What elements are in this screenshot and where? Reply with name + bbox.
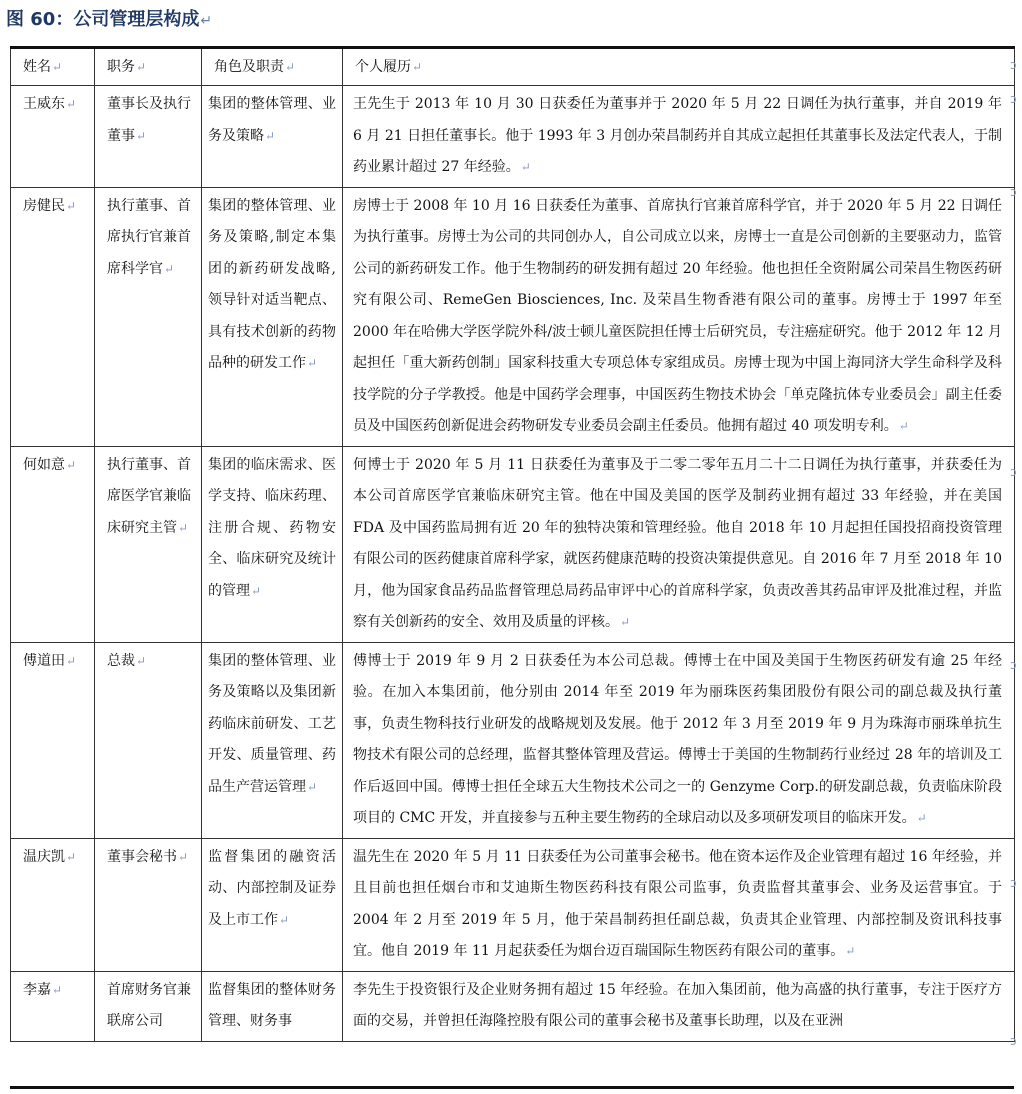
cell-position: 首席财务官兼联席公司 — [95, 971, 202, 1041]
header-position: 职务↵ — [95, 48, 202, 86]
cell-name: 李嘉↵ — [11, 971, 95, 1041]
paragraph-mark-icon: ↵ — [136, 653, 147, 668]
cell-role: 监督集团的融资活动、内部控制及证券及上市工作↵ — [202, 838, 343, 971]
paragraph-mark-icon: ↵ — [412, 60, 423, 74]
paragraph-mark-icon: ↵ — [66, 653, 77, 668]
paragraph-mark-icon: ↵ — [520, 160, 531, 174]
paragraph-mark-icon: ↵ — [52, 60, 63, 74]
paragraph-mark-icon: ↵ — [279, 912, 290, 927]
paragraph-mark-icon: ↵ — [178, 520, 189, 535]
paragraph-mark-icon: ↵ — [136, 128, 147, 143]
paragraph-mark-icon: ↵ — [66, 457, 77, 472]
cell-role: 集团的整体管理、业务及策略以及集团新药临床前研发、工艺开发、质量管理、药品生产营运管理↵ — [202, 642, 343, 838]
cell-position: 董事会秘书↵ — [95, 838, 202, 971]
cell-bio: 房博士于 2008 年 10 月 16 日获委任为董事、首席执行官兼首席科学官，并于 2020 年 5 月 22 日调任为执行董事。房博士为公司的共同创办人，自公司成立以来，房博士一直是公司创新的主要驱动力，监管公司的新药研发工作。他于生物制药的研发拥有超过 20 年经验。他也担任全资附属公司荣昌生物医药研究有限公司、RemeGen Biosciences, Inc. 及荣昌生物香港有限公司的董事。房博士于 1997 年至 2000 年在哈佛大学医学院外科/波士顿儿童医院担任博士后研究员，专注癌症研究。他于 2012 年 12 月起担任「重大新药创制」国家科技重大专项总体专家组成员。房博士现为中国上海同济大学生命科学及科技学院的分子学教授。他是中国药学会理事，中国医药生物技术协会「单克隆抗体专业委员会」副主任委员及中国医药创新促进会药物研发专业委员会副主任委员。他拥有超过 40 项发明专利。↵ — [343, 187, 1015, 446]
paragraph-mark-icon: ↵ — [845, 944, 856, 958]
paragraph-mark-icon: ↵ — [164, 261, 175, 276]
row-end-mark-icon: ↄ — [1010, 465, 1017, 479]
table-bottom-rule — [10, 1086, 1014, 1089]
paragraph-mark-icon: ↵ — [136, 60, 147, 74]
cell-bio: 李先生于投资银行及企业财务拥有超过 15 年经验。在加入集团前，他为高盛的执行董事，专注于医疗方面的交易，并曾担任海隆控股有限公司的董事会秘书及董事长助理，以及在亚洲 — [343, 971, 1015, 1041]
cell-position: 执行董事、首席医学官兼临床研究主管↵ — [95, 446, 202, 642]
paragraph-mark-icon: ↵ — [285, 60, 296, 74]
cell-name: 王威东↵ — [11, 86, 95, 188]
table-row — [11, 446, 1015, 642]
paragraph-mark-icon: ↵ — [620, 615, 631, 629]
row-end-mark-icon: ↄ — [1010, 92, 1017, 106]
cell-name: 傅道田↵ — [11, 642, 95, 838]
cell-position: 总裁↵ — [95, 642, 202, 838]
paragraph-mark-icon: ↵ — [307, 356, 318, 370]
table-header-row — [11, 48, 1015, 86]
table-row — [11, 187, 1015, 446]
cell-role: 集团的临床需求、医学支持、临床药理、注册合规、药物安全、临床研究及统计的管理↵ — [202, 446, 343, 642]
cell-bio: 傅博士于 2019 年 9 月 2 日获委任为本公司总裁。傅博士在中国及美国于生物医药研发有逾 25 年经验。在加入本集团前，他分别由 2014 年至 2019 年为丽珠医药集团股份有限公司的副总裁及执行董事，负责生物科技行业研发的战略规划及发展。他于 2012 年 3 月至 2019 年 9 月为珠海市丽珠单抗生物技术有限公司的总经理，监督其整体管理及营运。傅博士于美国的生物制药行业经过 28 年的培训及工作后返回中国。傅博士担任全球五大生物技术公司之一的 Genzyme Corp.的研发副总裁，负责临床阶段项目的 CMC 开发，并直接参与五种主要生物药的全球启动以及多项研发项目的临床开发。↵ — [343, 642, 1015, 838]
row-end-mark-icon: ↄ — [1010, 658, 1017, 672]
paragraph-mark-icon: ↵ — [178, 849, 189, 864]
cell-position: 执行董事、首席执行官兼首席科学官↵ — [95, 187, 202, 446]
row-end-mark-icon: ↄ — [1010, 58, 1017, 72]
management-table — [10, 46, 1015, 1042]
row-end-mark-icon: ↄ — [1010, 1034, 1017, 1048]
paragraph-mark-icon: ↵ — [265, 128, 276, 143]
paragraph-mark-icon: ↵ — [307, 779, 318, 794]
header-role: 角色及职责↵ — [202, 48, 343, 86]
paragraph-mark-icon: ↵ — [52, 982, 63, 997]
table-row — [11, 971, 1015, 1041]
paragraph-mark-icon: ↵ — [251, 583, 262, 598]
cell-role: 集团的整体管理、业务及策略,制定本集团的新药研发战略,领导针对适当靶点、具有技术创新的药物品种的研发工作↵ — [202, 187, 343, 446]
cell-position: 董事长及执行董事↵ — [95, 86, 202, 188]
cell-name: 何如意↵ — [11, 446, 95, 642]
paragraph-mark-icon: ↵ — [898, 419, 909, 433]
header-name: 姓名↵ — [11, 48, 95, 86]
cell-name: 温庆凯↵ — [11, 838, 95, 971]
row-end-mark-icon: ↄ — [1010, 876, 1017, 890]
cell-role: 监督集团的整体财务管理、财务事 — [202, 971, 343, 1041]
paragraph-mark-icon: ↵ — [66, 849, 77, 864]
cell-bio: 何博士于 2020 年 5 月 11 日获委任为董事及于二零二零年五月二十二日调任为执行董事，并获委任为本公司首席医学官兼临床研究主管。他在中国及美国的医学及制药业拥有超过 33 年经验，并在美国 FDA 及中国药监局拥有近 20 年的独特决策和管理经验。他自 2018 年 10 月起担任国投招商投资管理有限公司的医药健康首席科学家，就医药健康范畴的投资决策提供意见。自 2016 年 7 月至 2018 年 10 月，他为国家食品药品监督管理总局药品审评中心的首席科学家，负责改善其药品审评及批准过程，并监察有关创新药的安全、效用及质量的评核。↵ — [343, 446, 1015, 642]
paragraph-mark-icon: ↵ — [66, 198, 77, 213]
table-row — [11, 86, 1015, 188]
cell-bio: 王先生于 2013 年 10 月 30 日获委任为董事并于 2020 年 5 月 22 日调任为执行董事，并自 2019 年 6 月 21 日担任董事长。他于 1993 年 3 月创办荣昌制药并自其成立起担任其董事长及法定代表人，于制药业累计超过 27 年经验。↵ — [343, 86, 1015, 188]
row-end-mark-icon: ↄ — [1010, 185, 1017, 199]
header-bio: 个人履历↵ — [343, 48, 1015, 86]
figure-title: 图 60：公司管理层构成↵ — [6, 9, 213, 30]
cell-name: 房健民↵ — [11, 187, 95, 446]
paragraph-mark-icon: ↵ — [916, 811, 927, 825]
cell-bio: 温先生在 2020 年 5 月 11 日获委任为公司董事会秘书。他在资本运作及企业管理有超过 16 年经验，并且目前也担任烟台市和艾迪斯生物医药科技有限公司监事，负责监督其董事会、业务及运营事宜。于 2004 年 2 月至 2019 年 5 月，他于荣昌制药担任副总裁，负责其企业管理、内部控制及资讯科技事宜。他自 2019 年 11 月起获委任为烟台迈百瑞国际生物医药有限公司的董事。↵ — [343, 838, 1015, 971]
cell-role: 集团的整体管理、业务及策略↵ — [202, 86, 343, 188]
paragraph-mark-icon: ↵ — [200, 13, 213, 29]
table-row — [11, 642, 1015, 838]
paragraph-mark-icon: ↵ — [66, 97, 77, 111]
table-row — [11, 838, 1015, 971]
